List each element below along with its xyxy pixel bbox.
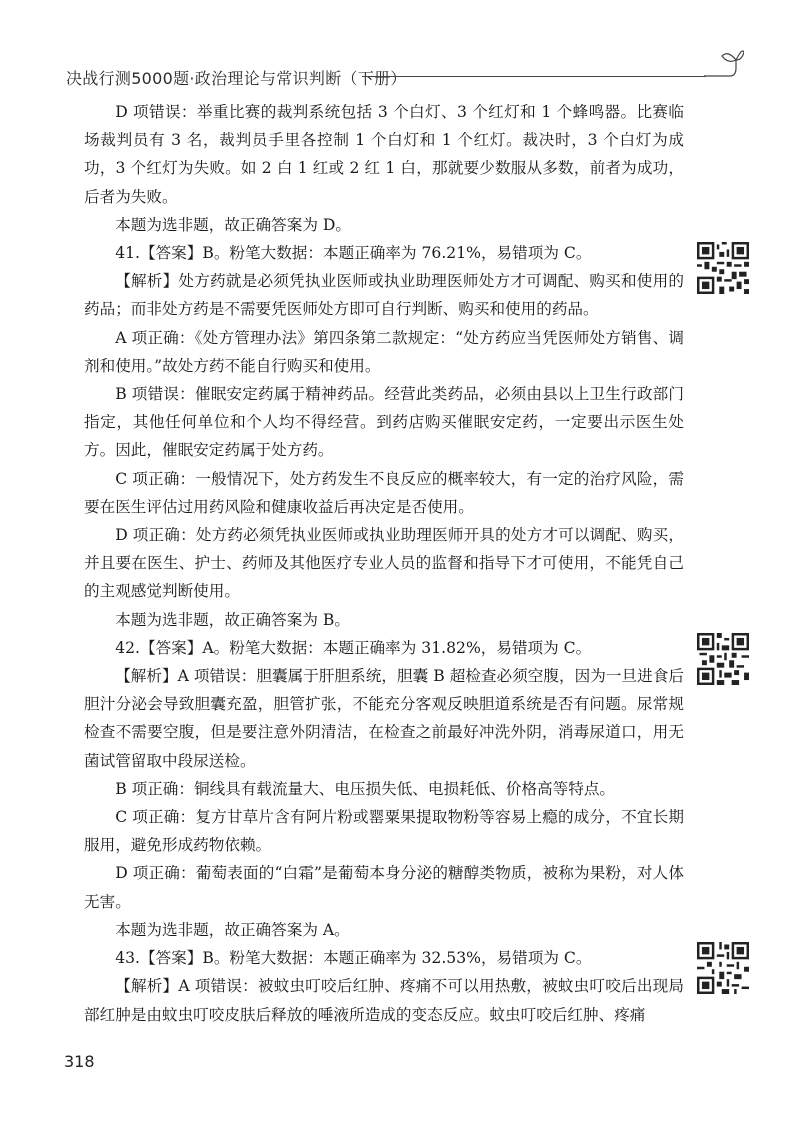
option-a-41: A 项正确：《处方管理办法》第四条第二款规定：“处方药应当凭医师处方销售、调剂和使用。”故处方药不能自行购买和使用。: [84, 328, 684, 375]
answer-heading-42: 42.【答案】A。粉笔大数据：本题正确率为 31.82%，易错项为 C。: [115, 638, 592, 657]
analysis-43: 【解析】A 项错误：被蚊虫叮咬后红肿、疼痛不可以用热敷，被蚊虫叮咬后出现局部红肿是由蚊虫叮咬皮肤后释放的唾液所造成的变态反应。蚊虫叮咬后红肿、疼痛: [84, 977, 684, 1024]
answer-heading-43: 43.【答案】B。粉笔大数据：本题正确率为 32.53%，易错项为 C。: [115, 949, 592, 968]
option-d-41: D 项正确：处方药必须凭执业医师或执业助理医师开具的处方才可以调配、购买，并且要在医生、护士、药师及其他医疗专业人员的监督和指导下才可使用，不能凭自己的主观感觉判断使用。: [84, 526, 684, 601]
sprout-icon: [700, 42, 744, 86]
analysis-42: 【解析】A 项错误：胆囊属于肝胆系统，胆囊 B 超检查必须空腹，因为一旦进食后胆汁分泌会导致胆囊充盈，胆管扩张，不能充分客观反映胆道系统是否有问题。尿常规检查不需要空腹，但是要注意外阴清洁，在检查之前最好冲洗外阴，消毒尿道口，用无菌试管留取中段尿送检。: [84, 667, 684, 770]
analysis-41: 【解析】处方药就是必须凭执业医师或执业助理医师处方才可调配、购买和使用的药品；而非处方药是不需要凭医师处方即可自行判断、购买和使用的药品。: [84, 272, 684, 319]
option-d-42: D 项正确：葡萄表面的“白霜”是葡萄本身分泌的糖醇类物质，被称为果粉，对人体无害。: [84, 864, 684, 911]
answer-line-40: 本题为选非题，故正确答案为 D。: [115, 215, 351, 234]
answer-heading-41: 41.【答案】B。粉笔大数据：本题正确率为 76.21%，易错项为 C。: [115, 244, 592, 263]
qr-code-icon[interactable]: [697, 633, 749, 685]
qr-code-icon[interactable]: [697, 942, 749, 994]
qr-code-icon[interactable]: [697, 242, 749, 294]
answer-line-41: 本题为选非题，故正确答案为 B。: [115, 610, 350, 629]
answer-line-42: 本题为选非题，故正确答案为 A。: [115, 920, 350, 939]
header-title: 决战行测5000题·政治理论与常识判断（下册）: [66, 69, 407, 88]
option-c-41: C 项正确：一般情况下，处方药发生不良反应的概率较大，有一定的治疗风险，需要在医生评估过用药风险和健康收益后再决定是否使用。: [84, 469, 684, 516]
running-header: [64, 60, 744, 90]
paragraph-d-wrong-weightlifting: D 项错误：举重比赛的裁判系统包括 3 个白灯、3 个红灯和 1 个蜂鸣器。比赛临场裁判员有 3 名，裁判员手里各控制 1 个白灯和 1 个红灯。裁决时，3 个白灯为成功，3 个红灯为失败。如 2 白 1 红或 2 红 1 白，那就要少数服从多数，前者为成功，后者为失败。: [84, 103, 684, 206]
option-b-42: B 项正确：铜线具有载流量大、电压损失低、电损耗低、价格高等特点。: [115, 779, 616, 798]
option-c-42: C 项正确：复方甘草片含有阿片粉或罂粟果提取物粉等容易上瘾的成分，不宜长期服用，避免形成药物依赖。: [84, 808, 684, 855]
header-rule: [362, 76, 706, 77]
option-b-41: B 项错误：催眠安定药属于精神药品。经营此类药品，必须由县以上卫生行政部门指定，其他任何单位和个人均不得经营。到药店购买催眠安定药，一定要出示医生处方。因此，催眠安定药属于处方药。: [84, 385, 684, 460]
page-body: [84, 98, 684, 1029]
page-number: 318: [64, 1052, 95, 1071]
